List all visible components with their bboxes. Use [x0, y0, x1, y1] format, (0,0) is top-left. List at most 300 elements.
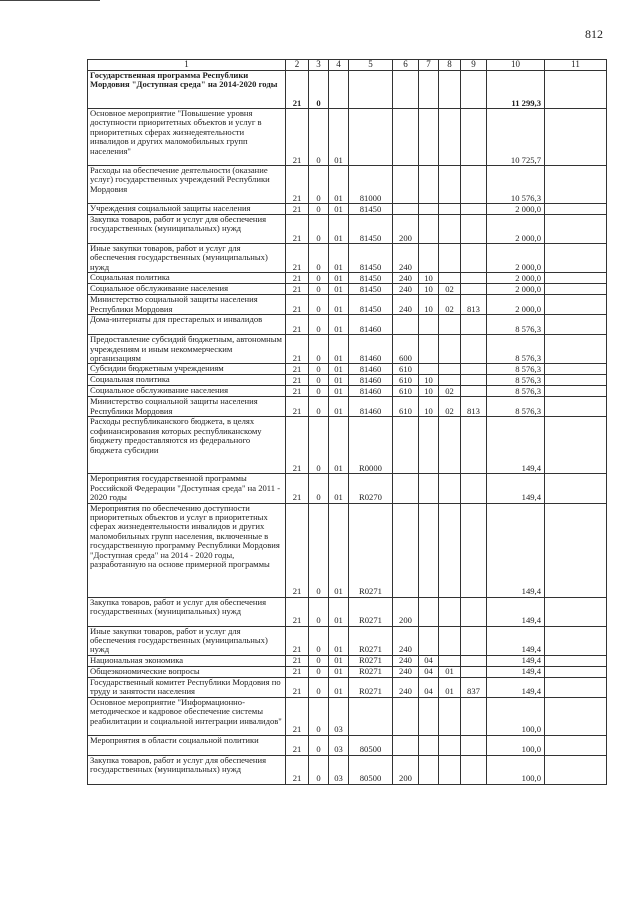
row-code-cell-c9: 813: [461, 397, 487, 417]
table-row: [88, 397, 607, 417]
header-cell: 10: [487, 60, 545, 71]
header-cell: 7: [419, 60, 439, 71]
row-code-cell-c4: 01: [329, 295, 349, 315]
row-code-cell-c8: [439, 626, 461, 655]
page-number: 812: [585, 27, 603, 41]
row-code-cell-c3: 0: [309, 735, 329, 755]
row-code-cell-c3: 0: [309, 755, 329, 784]
row-code-cell-c8: [439, 697, 461, 735]
row-name-cell: Основное мероприятие "Повышение уровня доступности приоритетных объектов и услуг в приоритетных сферах жизнедеятельности инвалидов и других маломобильных групп населения": [88, 109, 286, 166]
row-code-cell-c7: [419, 755, 439, 784]
row-code-cell-c3: 0: [309, 244, 329, 273]
row-code-cell-c8: [439, 315, 461, 335]
row-code-cell-c6: 240: [393, 244, 419, 273]
row-code-cell-c2: 21: [286, 109, 309, 166]
table-row: [88, 204, 607, 215]
row-code-cell-c8: [439, 597, 461, 626]
row-code-cell-c7: [419, 417, 439, 474]
row-code-cell-c9: [461, 284, 487, 295]
header-cell: 5: [349, 60, 393, 71]
row-code-cell-c10: 8 576,3: [487, 364, 545, 375]
row-name-cell: Иные закупки товаров, работ и услуг для обеспечения государственных (муниципальных) нужд: [88, 244, 286, 273]
row-code-cell-c2: 21: [286, 417, 309, 474]
table-row: [88, 166, 607, 204]
row-code-cell-c5: R0271: [349, 597, 393, 626]
row-code-cell-c4: 01: [329, 666, 349, 677]
row-code-cell-c4: 01: [329, 166, 349, 204]
row-code-cell-c7: 10: [419, 386, 439, 397]
row-code-cell-c3: 0: [309, 284, 329, 295]
row-code-cell-c2: 21: [286, 375, 309, 386]
row-code-cell-c8: [439, 273, 461, 284]
row-code-cell-c3: 0: [309, 375, 329, 386]
row-code-cell-c9: [461, 626, 487, 655]
row-code-cell-c9: [461, 364, 487, 375]
row-code-cell-c6: [393, 417, 419, 474]
row-code-cell-c2: 21: [286, 284, 309, 295]
row-code-cell-c11: [545, 166, 607, 204]
row-code-cell-c6: [393, 109, 419, 166]
row-code-cell-c3: 0: [309, 273, 329, 284]
row-code-cell-c7: 10: [419, 284, 439, 295]
row-code-cell-c7: 10: [419, 375, 439, 386]
row-code-cell-c10: 149,4: [487, 474, 545, 503]
row-code-cell-c6: 610: [393, 386, 419, 397]
row-code-cell-c7: [419, 71, 439, 109]
row-code-cell-c10: 2 000,0: [487, 284, 545, 295]
row-code-cell-c8: [439, 655, 461, 666]
row-name-cell: Расходы республиканского бюджета, в целях софинансирования которых республиканскому бюджету предоставляются из федерального бюджета субсидии: [88, 417, 286, 474]
row-code-cell-c6: 600: [393, 335, 419, 364]
row-code-cell-c4: 01: [329, 244, 349, 273]
row-code-cell-c10: 100,0: [487, 735, 545, 755]
header-cell: 3: [309, 60, 329, 71]
table-row: [88, 273, 607, 284]
row-name-cell: Социальное обслуживание населения: [88, 284, 286, 295]
row-code-cell-c11: [545, 364, 607, 375]
row-name-cell: Предоставление субсидий бюджетным, автономным учреждениям и иным некоммерческим организациям: [88, 335, 286, 364]
row-code-cell-c10: 149,4: [487, 626, 545, 655]
row-code-cell-c5: 81450: [349, 215, 393, 244]
row-code-cell-c11: [545, 315, 607, 335]
row-code-cell-c11: [545, 335, 607, 364]
row-code-cell-c3: 0: [309, 386, 329, 397]
row-code-cell-c8: [439, 364, 461, 375]
row-code-cell-c7: 04: [419, 666, 439, 677]
row-code-cell-c10: 100,0: [487, 697, 545, 735]
row-code-cell-c3: 0: [309, 335, 329, 364]
row-code-cell-c8: [439, 375, 461, 386]
row-code-cell-c11: [545, 244, 607, 273]
row-code-cell-c9: [461, 215, 487, 244]
row-code-cell-c11: [545, 273, 607, 284]
row-code-cell-c3: 0: [309, 626, 329, 655]
row-code-cell-c10: 10 576,3: [487, 166, 545, 204]
row-code-cell-c9: [461, 697, 487, 735]
table-row: [88, 655, 607, 666]
row-code-cell-c10: 2 000,0: [487, 295, 545, 315]
row-code-cell-c6: 200: [393, 597, 419, 626]
row-code-cell-c10: 149,4: [487, 417, 545, 474]
row-code-cell-c11: [545, 417, 607, 474]
row-code-cell-c7: 04: [419, 677, 439, 697]
row-code-cell-c11: [545, 284, 607, 295]
table-header-row: [88, 60, 607, 71]
row-code-cell-c2: 21: [286, 166, 309, 204]
row-code-cell-c3: 0: [309, 697, 329, 735]
row-code-cell-c8: 01: [439, 677, 461, 697]
row-code-cell-c9: [461, 474, 487, 503]
row-name-cell: Национальная экономика: [88, 655, 286, 666]
row-code-cell-c5: 81450: [349, 284, 393, 295]
row-code-cell-c9: [461, 655, 487, 666]
row-code-cell-c6: 240: [393, 626, 419, 655]
row-code-cell-c9: 813: [461, 295, 487, 315]
row-code-cell-c3: 0: [309, 109, 329, 166]
table-row: [88, 375, 607, 386]
row-name-cell: Социальное обслуживание населения: [88, 386, 286, 397]
row-code-cell-c5: 81460: [349, 335, 393, 364]
table-row: [88, 315, 607, 335]
row-name-cell: Социальная политика: [88, 273, 286, 284]
row-code-cell-c9: [461, 204, 487, 215]
row-code-cell-c9: [461, 666, 487, 677]
table-row: [88, 386, 607, 397]
table-row: [88, 335, 607, 364]
row-code-cell-c3: 0: [309, 204, 329, 215]
row-code-cell-c10: 149,4: [487, 597, 545, 626]
row-name-cell: Субсидии бюджетным учреждениям: [88, 364, 286, 375]
row-code-cell-c8: [439, 735, 461, 755]
row-code-cell-c2: 21: [286, 295, 309, 315]
row-name-cell: Расходы на обеспечение деятельности (оказание услуг) государственных учреждений Республики Мордовия: [88, 166, 286, 204]
row-code-cell-c11: [545, 597, 607, 626]
row-name-cell: Закупка товаров, работ и услуг для обеспечения государственных (муниципальных) нужд: [88, 755, 286, 784]
row-code-cell-c6: 240: [393, 677, 419, 697]
row-code-cell-c6: 610: [393, 397, 419, 417]
row-code-cell-c8: [439, 755, 461, 784]
row-code-cell-c3: 0: [309, 655, 329, 666]
row-code-cell-c7: [419, 735, 439, 755]
table-row: [88, 364, 607, 375]
row-code-cell-c10: 8 576,3: [487, 335, 545, 364]
header-cell: 8: [439, 60, 461, 71]
row-code-cell-c9: [461, 755, 487, 784]
row-code-cell-c8: [439, 204, 461, 215]
row-code-cell-c5: R0000: [349, 417, 393, 474]
row-code-cell-c2: 21: [286, 597, 309, 626]
row-code-cell-c8: [439, 71, 461, 109]
row-code-cell-c6: [393, 735, 419, 755]
row-code-cell-c5: [349, 697, 393, 735]
row-name-cell: Государственная программа Республики Мордовия "Доступная среда" на 2014-2020 годы: [88, 71, 286, 109]
table-row: [88, 215, 607, 244]
row-code-cell-c3: 0: [309, 503, 329, 597]
row-code-cell-c4: 01: [329, 397, 349, 417]
row-code-cell-c10: 149,4: [487, 503, 545, 597]
row-code-cell-c4: 01: [329, 273, 349, 284]
header-cell: 2: [286, 60, 309, 71]
row-code-cell-c6: 610: [393, 364, 419, 375]
row-code-cell-c3: 0: [309, 71, 329, 109]
row-code-cell-c8: 02: [439, 295, 461, 315]
row-code-cell-c2: 21: [286, 244, 309, 273]
row-code-cell-c5: 81460: [349, 364, 393, 375]
row-code-cell-c9: [461, 273, 487, 284]
row-code-cell-c6: [393, 503, 419, 597]
row-name-cell: Министерство социальной защиты населения Республики Мордовия: [88, 295, 286, 315]
row-code-cell-c8: [439, 109, 461, 166]
row-code-cell-c9: [461, 315, 487, 335]
row-name-cell: Министерство социальной защиты населения Республики Мордовия: [88, 397, 286, 417]
header-cell: 9: [461, 60, 487, 71]
row-code-cell-c4: 01: [329, 335, 349, 364]
row-name-cell: Закупка товаров, работ и услуг для обеспечения государственных (муниципальных) нужд: [88, 597, 286, 626]
row-code-cell-c7: [419, 109, 439, 166]
row-code-cell-c5: 81460: [349, 315, 393, 335]
row-name-cell: Мероприятия в области социальной политики: [88, 735, 286, 755]
row-name-cell: Основное мероприятие "Информационно-методическое и кадровое обеспечение системы реабилитации и социальной интеграции инвалидов": [88, 697, 286, 735]
header-cell: 11: [545, 60, 607, 71]
row-code-cell-c9: [461, 735, 487, 755]
row-code-cell-c10: 2 000,0: [487, 204, 545, 215]
row-code-cell-c9: [461, 335, 487, 364]
row-code-cell-c5: R0271: [349, 626, 393, 655]
row-code-cell-c6: 240: [393, 666, 419, 677]
row-code-cell-c4: 01: [329, 597, 349, 626]
row-code-cell-c4: [329, 71, 349, 109]
row-code-cell-c4: 01: [329, 417, 349, 474]
row-code-cell-c11: [545, 204, 607, 215]
row-code-cell-c3: 0: [309, 677, 329, 697]
table-row: [88, 295, 607, 315]
row-name-cell: Мероприятия по обеспечению доступности приоритетных объектов и услуг в приоритетных сферах жизнедеятельности инвалидов и других маломобильных групп населения, включенные в государственную программу Республики Мордовия "Доступная среда" на 2014 - 2020 годы, разработанную на основе примерной программы: [88, 503, 286, 597]
row-code-cell-c11: [545, 386, 607, 397]
row-code-cell-c4: 01: [329, 109, 349, 166]
row-code-cell-c7: 10: [419, 295, 439, 315]
row-code-cell-c5: 81450: [349, 204, 393, 215]
row-code-cell-c6: 240: [393, 284, 419, 295]
row-code-cell-c11: [545, 503, 607, 597]
row-code-cell-c5: 80500: [349, 735, 393, 755]
row-code-cell-c6: 240: [393, 273, 419, 284]
row-code-cell-c8: 02: [439, 397, 461, 417]
row-code-cell-c11: [545, 755, 607, 784]
row-code-cell-c10: 8 576,3: [487, 315, 545, 335]
row-code-cell-c7: [419, 474, 439, 503]
row-code-cell-c9: [461, 597, 487, 626]
row-code-cell-c2: 21: [286, 204, 309, 215]
row-code-cell-c2: 21: [286, 364, 309, 375]
table-row: [88, 244, 607, 273]
row-code-cell-c2: 21: [286, 655, 309, 666]
row-code-cell-c5: [349, 109, 393, 166]
row-code-cell-c7: 10: [419, 397, 439, 417]
row-code-cell-c2: 21: [286, 666, 309, 677]
row-code-cell-c11: [545, 295, 607, 315]
row-code-cell-c7: [419, 315, 439, 335]
row-code-cell-c5: R0271: [349, 677, 393, 697]
row-code-cell-c8: [439, 474, 461, 503]
row-code-cell-c5: 81450: [349, 295, 393, 315]
row-code-cell-c3: 0: [309, 417, 329, 474]
row-code-cell-c4: 03: [329, 735, 349, 755]
row-code-cell-c9: 837: [461, 677, 487, 697]
row-code-cell-c10: 149,4: [487, 677, 545, 697]
budget-table: [87, 59, 607, 785]
row-code-cell-c9: [461, 71, 487, 109]
row-code-cell-c7: [419, 335, 439, 364]
row-code-cell-c11: [545, 666, 607, 677]
row-code-cell-c6: 240: [393, 655, 419, 666]
row-code-cell-c2: 21: [286, 215, 309, 244]
row-name-cell: Общеэкономические вопросы: [88, 666, 286, 677]
row-code-cell-c10: 2 000,0: [487, 244, 545, 273]
row-code-cell-c5: 81450: [349, 244, 393, 273]
row-code-cell-c5: R0271: [349, 503, 393, 597]
row-code-cell-c5: 81460: [349, 397, 393, 417]
row-code-cell-c4: 01: [329, 626, 349, 655]
table-row: [88, 503, 607, 597]
row-code-cell-c8: [439, 503, 461, 597]
row-code-cell-c4: 01: [329, 474, 349, 503]
row-code-cell-c8: [439, 244, 461, 273]
row-code-cell-c10: 149,4: [487, 666, 545, 677]
row-code-cell-c5: R0271: [349, 666, 393, 677]
row-code-cell-c3: 0: [309, 397, 329, 417]
row-code-cell-c7: [419, 244, 439, 273]
row-code-cell-c4: 01: [329, 375, 349, 386]
table-row: [88, 755, 607, 784]
row-code-cell-c3: 0: [309, 364, 329, 375]
row-code-cell-c9: [461, 503, 487, 597]
row-code-cell-c5: 81450: [349, 273, 393, 284]
row-code-cell-c5: 81460: [349, 386, 393, 397]
row-code-cell-c6: 200: [393, 755, 419, 784]
row-code-cell-c4: 01: [329, 215, 349, 244]
row-code-cell-c3: 0: [309, 666, 329, 677]
table-row: [88, 417, 607, 474]
table-row: [88, 626, 607, 655]
row-code-cell-c11: [545, 697, 607, 735]
row-code-cell-c8: [439, 335, 461, 364]
row-code-cell-c2: 21: [286, 755, 309, 784]
row-code-cell-c6: [393, 204, 419, 215]
row-code-cell-c2: 21: [286, 397, 309, 417]
row-code-cell-c11: [545, 655, 607, 666]
row-code-cell-c8: [439, 417, 461, 474]
row-code-cell-c2: 21: [286, 697, 309, 735]
row-code-cell-c5: 81460: [349, 375, 393, 386]
row-code-cell-c4: 03: [329, 755, 349, 784]
row-name-cell: Государственный комитет Республики Мордовия по труду и занятости населения: [88, 677, 286, 697]
row-code-cell-c3: 0: [309, 597, 329, 626]
row-code-cell-c7: [419, 626, 439, 655]
row-code-cell-c2: 21: [286, 677, 309, 697]
row-code-cell-c2: 21: [286, 71, 309, 109]
row-code-cell-c7: [419, 204, 439, 215]
row-code-cell-c11: [545, 71, 607, 109]
table-row: [88, 597, 607, 626]
row-code-cell-c6: [393, 166, 419, 204]
row-code-cell-c4: 01: [329, 204, 349, 215]
row-code-cell-c7: 10: [419, 273, 439, 284]
row-code-cell-c4: 01: [329, 386, 349, 397]
row-code-cell-c2: 21: [286, 626, 309, 655]
row-code-cell-c11: [545, 735, 607, 755]
row-code-cell-c9: [461, 375, 487, 386]
row-code-cell-c6: 240: [393, 295, 419, 315]
row-code-cell-c7: 04: [419, 655, 439, 666]
row-code-cell-c5: 80500: [349, 755, 393, 784]
row-code-cell-c2: 21: [286, 386, 309, 397]
row-code-cell-c3: 0: [309, 215, 329, 244]
row-code-cell-c11: [545, 626, 607, 655]
row-code-cell-c7: [419, 503, 439, 597]
row-code-cell-c3: 0: [309, 315, 329, 335]
header-cell: 4: [329, 60, 349, 71]
row-code-cell-c11: [545, 375, 607, 386]
row-code-cell-c5: R0270: [349, 474, 393, 503]
row-name-cell: Закупка товаров, работ и услуг для обеспечения государственных (муниципальных) нужд: [88, 215, 286, 244]
row-code-cell-c2: 21: [286, 335, 309, 364]
row-code-cell-c10: 2 000,0: [487, 215, 545, 244]
row-name-cell: Дома-интернаты для престарелых и инвалидов: [88, 315, 286, 335]
row-code-cell-c9: [461, 166, 487, 204]
table-row: [88, 71, 607, 109]
row-name-cell: Социальная политика: [88, 375, 286, 386]
row-code-cell-c10: 100,0: [487, 755, 545, 784]
row-code-cell-c5: 81000: [349, 166, 393, 204]
row-code-cell-c10: 11 299,3: [487, 71, 545, 109]
row-code-cell-c2: 21: [286, 503, 309, 597]
table-row: [88, 697, 607, 735]
row-code-cell-c7: [419, 166, 439, 204]
row-code-cell-c4: 01: [329, 677, 349, 697]
row-code-cell-c7: [419, 597, 439, 626]
row-code-cell-c2: 21: [286, 273, 309, 284]
row-code-cell-c4: 01: [329, 655, 349, 666]
row-code-cell-c11: [545, 397, 607, 417]
row-code-cell-c5: [349, 71, 393, 109]
row-code-cell-c9: [461, 244, 487, 273]
row-code-cell-c5: R0271: [349, 655, 393, 666]
table-row: [88, 677, 607, 697]
row-code-cell-c8: 02: [439, 284, 461, 295]
row-code-cell-c9: [461, 417, 487, 474]
row-code-cell-c8: [439, 166, 461, 204]
table-row: [88, 666, 607, 677]
row-code-cell-c10: 10 725,7: [487, 109, 545, 166]
scan-edge-mark: [0, 0, 100, 1]
row-code-cell-c2: 21: [286, 474, 309, 503]
row-code-cell-c4: 03: [329, 697, 349, 735]
row-code-cell-c10: 149,4: [487, 655, 545, 666]
row-code-cell-c6: [393, 474, 419, 503]
row-code-cell-c6: [393, 315, 419, 335]
row-code-cell-c10: 8 576,3: [487, 397, 545, 417]
row-name-cell: Иные закупки товаров, работ и услуг для обеспечения государственных (муниципальных) нужд: [88, 626, 286, 655]
row-code-cell-c4: 01: [329, 364, 349, 375]
table-row: [88, 284, 607, 295]
row-code-cell-c4: 01: [329, 315, 349, 335]
row-code-cell-c8: [439, 215, 461, 244]
table-row: [88, 109, 607, 166]
row-code-cell-c9: [461, 386, 487, 397]
row-code-cell-c10: 8 576,3: [487, 375, 545, 386]
row-code-cell-c6: 200: [393, 215, 419, 244]
row-code-cell-c3: 0: [309, 474, 329, 503]
